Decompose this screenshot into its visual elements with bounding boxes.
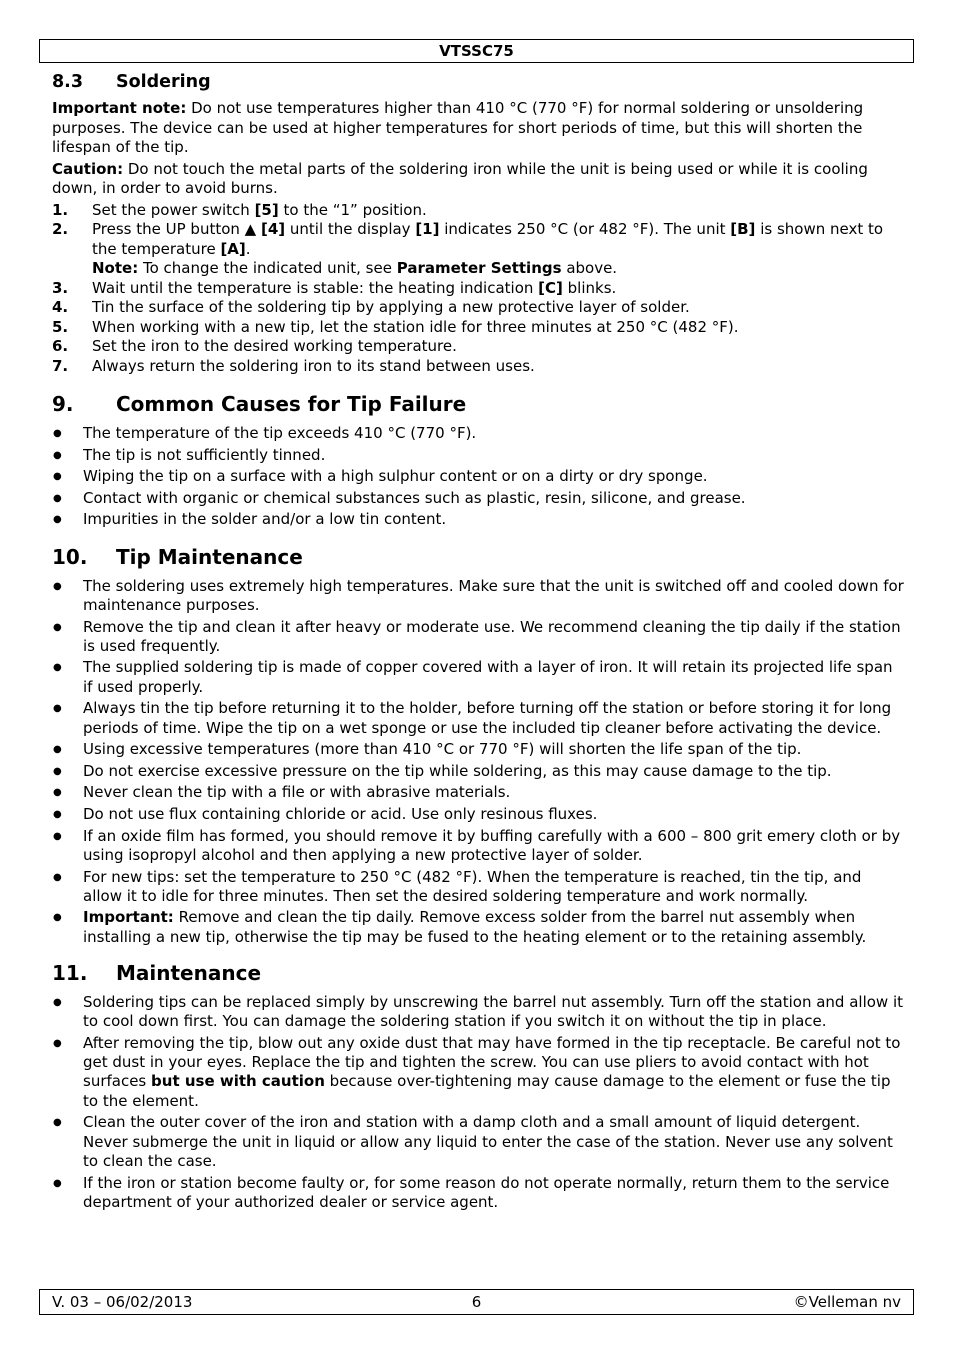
step-note: Note: To change the indicated unit, see Parameter Settings above. — [92, 259, 618, 277]
step-number: 6. — [52, 337, 69, 355]
bullet-icon: ● — [53, 871, 62, 883]
page-content — [52, 70, 904, 1214]
bullet-icon: ● — [53, 428, 62, 439]
section-11-heading: 11. Maintenance — [52, 960, 262, 985]
bullet-icon: ● — [53, 621, 62, 633]
bullet-icon: ● — [53, 1177, 62, 1189]
soldering-steps — [52, 201, 904, 377]
tip-maintenance-list — [52, 577, 904, 947]
list-item: ● Never clean the tip with a file or with abrasive materials. — [53, 783, 511, 802]
list-item: ● The tip is not sufficiently tinned. — [53, 445, 326, 464]
bullet-icon: ● — [53, 830, 62, 842]
step-item: 5. When working with a new tip, let the station idle for three minutes at 250 °C (482 °F). — [52, 317, 739, 336]
section-8-3-heading: 8.3 Soldering — [52, 72, 211, 92]
bullet-icon: ● — [53, 744, 62, 756]
step-item: 7. Always return the soldering iron to its stand between uses. — [52, 356, 535, 375]
section-9-heading: 9. Common Causes for Tip Failure — [52, 392, 467, 416]
bullet-icon: ● — [53, 580, 62, 592]
step-item: 3. Wait until the temperature is stable: the heating indication [C] blinks. — [52, 278, 617, 297]
tip-failure-list — [52, 424, 904, 530]
list-item: ● The soldering uses extremely high temperatures. Make sure that the unit is switched off and cooled down for maintenance purposes. — [53, 576, 904, 614]
bullet-icon: ● — [53, 492, 62, 504]
list-item: ● Wiping the tip on a surface with a high sulphur content or on a dirty or dry sponge. — [53, 467, 708, 486]
list-item: ● Important: Remove and clean the tip daily. Remove excess solder from the barrel nut assembly when installing a new tip, otherwise the tip may be fused to the heating element or to the retaining assembly. — [53, 908, 867, 946]
list-item: ● Contact with organic or chemical substances such as plastic, resin, silicone, and grease. — [53, 488, 746, 507]
list-item: ● Do not exercise excessive pressure on the tip while soldering, as this may cause damage to the tip. — [53, 761, 832, 780]
step-item: 2. Press the UP button ▲ [4] until the display [1] indicates 250 °C (or 482 °F). The unit [B] is shown next to the temperature [A]. Note: To change the indicated unit, see Parameter Settings above. — [52, 220, 904, 279]
copyright: ©Velleman nv — [793, 1293, 901, 1311]
step-number: 1. — [52, 200, 69, 219]
list-item: ● Soldering tips can be replaced simply by unscrewing the barrel nut assembly. Turn off the station and allow it to cool down first. You can damage the soldering station if you switch it on without the tip in place. — [53, 992, 904, 1031]
list-item: ● If the iron or station become faulty or, for some reason do not operate normally, return them to the service department of your authorized dealer or service agent. — [53, 1173, 890, 1211]
page-header — [39, 39, 914, 63]
list-item: ● Do not use flux containing chloride or acid. Use only resinous fluxes. — [53, 805, 598, 824]
list-item: ● If an oxide film has formed, you should remove it by buffing carefully with a 600 – 800 grit emery cloth or by using isopropyl alcohol and then applying a new protective layer of solder. — [53, 826, 901, 864]
list-item: ● Clean the outer cover of the iron and station with a damp cloth and a small amount of liquid detergent. Never submerge the unit in liquid or allow any liquid to enter the case of the station. Never use any solvent to clean the case. — [53, 1113, 893, 1170]
step-number: 2. — [52, 220, 69, 238]
bullet-icon: ● — [53, 703, 62, 715]
bullet-icon: ● — [53, 765, 62, 777]
version-date: V. 03 – 06/02/2013 — [52, 1293, 193, 1311]
step-number: 4. — [52, 298, 69, 316]
step-number: 5. — [52, 317, 69, 336]
bullet-icon: ● — [53, 514, 62, 526]
maintenance-list — [52, 993, 904, 1212]
bullet-icon: ● — [53, 1037, 62, 1049]
list-item: ● After removing the tip, blow out any oxide dust that may have formed in the tip receptacle. Be careful not to get dust in your eyes. Replace the tip and tighten the screw. You can use pliers to avoid contact with hot surfaces but use with caution because over-tightening may cause damage to the element or fuse the tip to the element. — [53, 1033, 901, 1110]
bullet-icon: ● — [53, 471, 62, 483]
list-item: ● The temperature of the tip exceeds 410 °C (770 °F). — [53, 424, 477, 442]
bullet-icon: ● — [53, 996, 62, 1008]
important-note: Important note: Do not use temperatures higher than 410 °C (770 °F) for normal soldering or unsoldering purposes. The device can be used at higher temperatures for short periods of time, but this will shorten the lifespan of the tip. — [52, 99, 864, 156]
step-number: 3. — [52, 278, 69, 297]
page-footer — [39, 1289, 914, 1315]
list-item: ● Always tin the tip before returning it to the holder, before turning off the station or before storing it for long periods of time. Wipe the tip on a wet sponge or use the included tip cleaner before activating the device. — [53, 699, 892, 737]
list-item: ● The supplied soldering tip is made of copper covered with a layer of iron. It will retain its projected life span if used properly. — [53, 658, 893, 696]
list-item: ● Using excessive temperatures (more than 410 °C or 770 °F) will shorten the life span of the tip. — [53, 740, 802, 759]
bullet-icon: ● — [53, 787, 62, 799]
caution-note: Caution: Do not touch the metal parts of the soldering iron while the unit is being used or while it is cooling down, in order to avoid burns. — [52, 159, 868, 197]
step-item: 4. Tin the surface of the soldering tip by applying a new protective layer of solder. — [52, 298, 690, 316]
step-item: 1. Set the power switch [5] to the “1” position. — [52, 200, 427, 219]
page-number: 6 — [471, 1293, 482, 1311]
list-item: ● For new tips: set the temperature to 250 °C (482 °F). When the temperature is reached, tin the tip, and allow it to idle for three minutes. Then set the desired soldering temperature and work normally. — [53, 867, 862, 905]
step-number: 7. — [52, 356, 69, 375]
list-item: ● Remove the tip and clean it after heavy or moderate use. We recommend cleaning the tip daily if the station is used frequently. — [53, 617, 901, 655]
bullet-icon: ● — [53, 662, 62, 674]
list-item: ● Impurities in the solder and/or a low tin content. — [53, 510, 447, 529]
bullet-icon: ● — [53, 1117, 62, 1129]
bullet-icon: ● — [53, 449, 62, 461]
bullet-icon: ● — [53, 809, 62, 821]
section-10-heading: 10. Tip Maintenance — [52, 544, 303, 569]
header-title: VTSSC75 — [439, 42, 514, 60]
bullet-icon: ● — [53, 912, 62, 924]
step-item: 6. Set the iron to the desired working temperature. — [52, 337, 457, 355]
